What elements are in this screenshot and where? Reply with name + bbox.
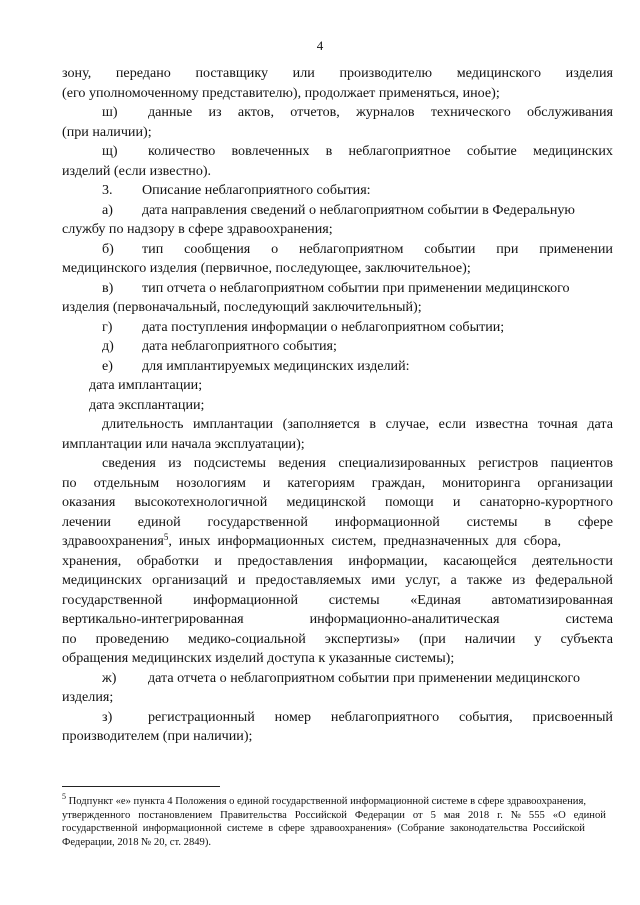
text-line [62,571,613,591]
line-content: здравоохранения [62,533,164,549]
footnote-line [62,822,613,836]
text-line [62,396,613,416]
line-content: количество вовлеченных в неблагоприятное событие медицинских [148,143,613,159]
line-content: службу по надзору в сфере здравоохранения; [62,221,333,237]
footnote-separator [62,786,220,787]
line-content: лечении единой государственной информационной системы в сфере [62,513,613,530]
text-line [62,240,613,260]
line-content: (при наличии); [62,123,152,140]
line-content: для имплантируемых медицинских изделий: [142,357,410,374]
line-content: обращения медицинских изделий доступа к указанные системы); [62,650,455,666]
line-content: (его уполномоченному представителю), продолжает применяться, иное); [62,84,500,101]
text-line [62,454,613,474]
text-line [62,630,613,650]
text-line [62,532,613,552]
text-line [62,474,613,494]
line-content: дата отчета о неблагоприятном событии при применении медицинского [148,669,580,686]
footnote-line [62,809,613,823]
line-content: дата поступления информации о неблагоприятном событии; [142,318,505,335]
line-content: имплантации или начала эксплуатации); [62,435,305,452]
text-line [62,435,613,455]
line-content: по отдельным нозологиям и категориям граждан, мониторинга организации [62,474,613,491]
footnote-ref: 5 [163,532,169,542]
page-number: 4 [316,38,324,53]
text-line [62,298,613,318]
footnote-line [62,792,613,809]
line-content: дата направления сведений о неблагоприятном событии в Федеральную [142,201,575,218]
text-line [62,318,613,338]
line-content: государственной информационной системы «Единая автоматизированная [62,591,613,608]
line-content: зону, передано поставщику или производителю медицинского изделия [62,65,613,81]
line-content: сведения из подсистемы ведения специализированных регистров пациентов [102,455,613,471]
text-line [62,493,613,513]
text-line [62,259,613,279]
footnote-text: государственной информационной системе в сфере здравоохранения» (Собрание законодательства Российской [62,823,585,834]
line-content: дата эксплантации; [89,396,205,413]
text-line [62,103,613,123]
document-body [62,64,613,747]
list-marker: щ) [102,143,118,159]
footnote-line [62,836,613,850]
text-line [62,337,613,357]
line-content: вертикально-интегрированная информационно-аналитическая система [62,611,613,627]
text-line [62,220,613,240]
text-line [62,727,613,747]
footnote-number: 5 [62,792,66,801]
line-content: длительность имплантации (заполняется в случае, если известна точная дата [102,416,613,432]
text-line [62,64,613,84]
text-line [62,84,613,104]
text-line [62,201,613,221]
text-line [62,415,613,435]
line-content: Описание неблагоприятного события: [142,182,371,198]
line-content-after: , иных информационных систем, предназначенных для сбора, [168,533,562,549]
line-content: медицинского изделия (первичное, последующее, заключительное); [62,260,471,276]
text-line [62,610,613,630]
list-marker: а) [102,201,113,218]
line-content: тип отчета о неблагоприятном событии при применении медицинского [142,279,570,296]
text-line [62,142,613,162]
text-line [62,649,613,669]
line-content: изделия; [62,689,114,705]
list-marker: ш) [102,104,118,120]
line-content: тип сообщения о неблагоприятном событии при применении [142,240,613,257]
text-line [62,513,613,533]
footnote [62,792,613,849]
text-line [62,591,613,611]
text-line [62,357,613,377]
list-marker: е) [102,357,113,374]
line-content: производителем (при наличии); [62,728,253,744]
line-content: данные из актов, отчетов, журналов технического обслуживания [148,104,613,120]
list-marker: г) [102,318,113,335]
list-marker: з) [102,708,113,725]
text-line [62,162,613,182]
line-content: изделия (первоначальный, последующий заключительный); [62,299,422,315]
line-content: оказания высокотехнологичной медицинской помощи и санаторно-курортного [62,494,613,510]
text-line [62,123,613,143]
line-content: изделий (если известно). [62,162,212,179]
text-line [62,181,613,201]
line-content: дата имплантации; [89,377,203,393]
list-marker: д) [102,338,114,354]
text-line [62,669,613,689]
line-content: по проведению медико-социальной экспертизы» (при наличии у субъекта [62,630,613,647]
text-line [62,376,613,396]
line-content: медицинских организаций и предоставляемых ими услуг, а также из федеральной [62,572,613,588]
list-marker: в) [102,279,114,296]
list-marker: ж) [102,669,117,686]
text-line [62,279,613,299]
text-line [62,708,613,728]
line-content: регистрационный номер неблагоприятного события, присвоенный [148,708,613,725]
line-content: хранения, обработки и предоставления информации, касающейся деятельности [62,552,613,569]
footnote-text: Федерации, 2018 № 20, ст. 2849). [62,836,212,848]
text-line [62,552,613,572]
list-marker: б) [102,240,114,257]
list-marker: 3. [102,182,113,198]
text-line [62,688,613,708]
line-content: дата неблагоприятного события; [142,338,337,354]
footnote-text: Подпункт «е» пункта 4 Положения о единой государственной информационной системе в сфере здравоохранения, [66,796,586,807]
footnote-text: утвержденного постановлением Правительства Российской Федерации от 5 мая 2018 г. № 555 «О единой [62,809,606,821]
